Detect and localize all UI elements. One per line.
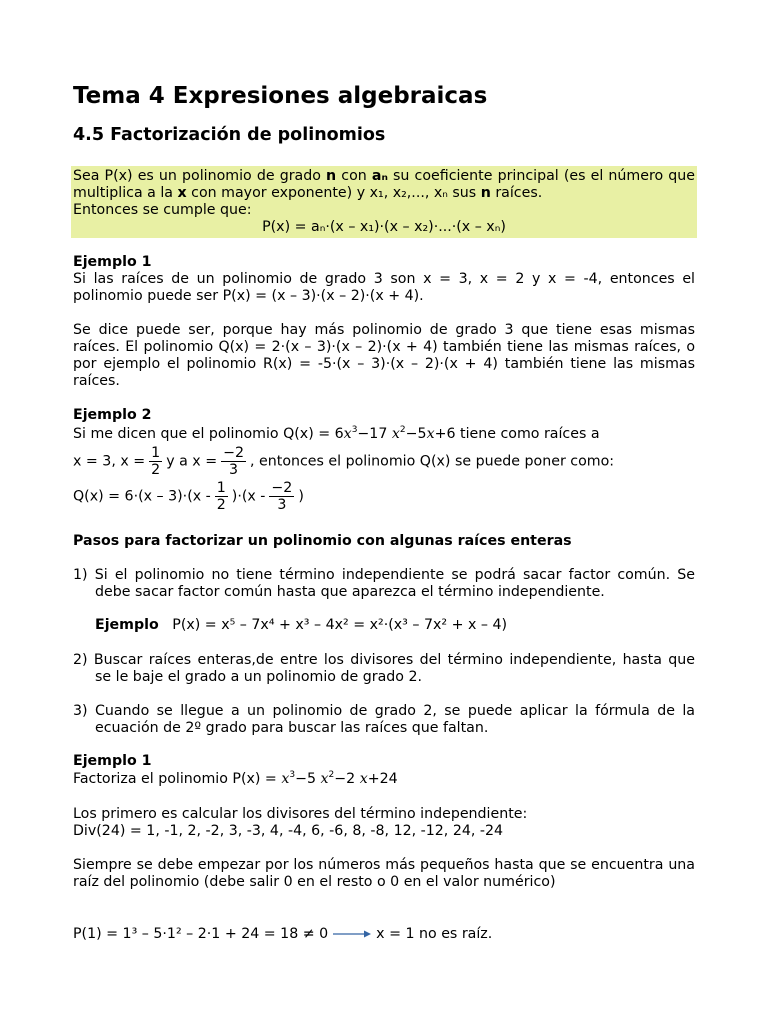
page-title: Tema 4 Expresiones algebraicas xyxy=(73,83,488,109)
fraction-minus-two-thirds: $\frac{-2}{3}$ xyxy=(223,445,245,478)
theorem-intro: Entonces se cumple que: xyxy=(73,202,252,218)
theorem-text xyxy=(73,168,695,236)
fraction-one-half-b: $\frac{1}{2}$ xyxy=(216,480,226,513)
step-1-example: Ejemplo P(x) = x⁵ – 7x⁴ + x³ – 4x² = x²·(x³ – 7x² + x – 4) xyxy=(95,617,508,633)
step-1: 1) Si el polinomio no tiene término independiente se podrá sacar factor común. Se debe sacar factor común hasta que aparezca el término independiente. xyxy=(73,567,695,600)
example-1-explanation: Se dice puede ser, porque hay más polinomio de grado 3 que tiene esas mismas raíces. El polinomio Q(x) = 2·(x – 3)·(x – 2)·(x + 4) también tiene las mismas raíces, o por ejemplo el polinomio R(x) = -5·(x – 3)·(x – 2)·(x + 4) también tiene las mismas raíces. xyxy=(73,322,695,389)
fraction-one-half: $\frac{1}{2}$ xyxy=(151,445,161,478)
section-title: 4.5 Factorización de polinomios xyxy=(73,125,386,145)
example-1-text: Si las raíces de un polinomio de grado 3 son x = 3, x = 2 y x = -4, entonces el polinomio puede ser P(x) = (x – 3)·(x – 2)·(x + 4). xyxy=(73,271,695,304)
example-2-line-3: Q(x) = 6·(x – 3)·(x - $\frac{1}{2}$ )·(x - $\frac{-2}{3}$ ) xyxy=(73,480,304,513)
step-2: 2) Buscar raíces enteras,de entre los divisores del término independiente, hasta que se le baje el grado a un polinomio de grado 2. xyxy=(73,652,695,685)
divisors-list: Div(24) = 1, -1, 2, -2, 3, -3, 4, -4, 6, -6, 8, -8, 12, -12, 24, -24 xyxy=(73,823,504,839)
factorization-formula: P(x) = aₙ·(x – x₁)·(x – x₂)·...·(x – xₙ) xyxy=(262,219,506,235)
step-3: 3) Cuando se llegue a un polinomio de grado 2, se puede aplicar la fórmula de la ecuación de 2º grado para buscar las raíces que faltan. xyxy=(73,703,695,736)
evaluation-line: P(1) = 1³ – 5·1² – 2·1 + 24 = 18 ≠ 0 x = 1 no es raíz. xyxy=(73,926,493,942)
search-root-text: Siempre se debe empezar por los números más pequeños hasta que se encuentra una raíz del polinomio (debe salir 0 en el resto o 0 en el valor numérico) xyxy=(73,857,695,890)
fraction-minus-two-thirds-b: $\frac{-2}{3}$ xyxy=(271,480,293,513)
example-3-heading: Ejemplo 1 xyxy=(73,753,152,769)
example-2-heading: Ejemplo 2 xyxy=(73,407,152,423)
theorem-statement: Sea P(x) es un polinomio de grado n con aₙ su coeficiente principal (es el número que multiplica a la x con mayor exponente) y x₁, x₂,..., xₙ sus n raíces. xyxy=(73,168,695,201)
example-2-line-1: Si me dicen que el polinomio $Q(x) = 6x^3-17$ $x^2-5x+6$ tiene como raíces a xyxy=(73,425,600,442)
example-3-polynomial: Factoriza el polinomio $P(x) = x^3-5$ $x^2-2$ x+24 xyxy=(73,770,398,787)
steps-heading: Pasos para factorizar un polinomio con algunas raíces enteras xyxy=(73,533,572,549)
example-1-heading: Ejemplo 1 xyxy=(73,254,152,270)
example-2-line-2: x = 3, x = $\frac{1}{2}$ y a x = $\frac{-2}{3}$ , entonces el polinomio Q(x) se puede poner como: xyxy=(73,445,615,478)
divisors-intro: Los primero es calcular los divisores del término independiente: xyxy=(73,806,528,822)
right-arrow-icon xyxy=(332,929,372,939)
